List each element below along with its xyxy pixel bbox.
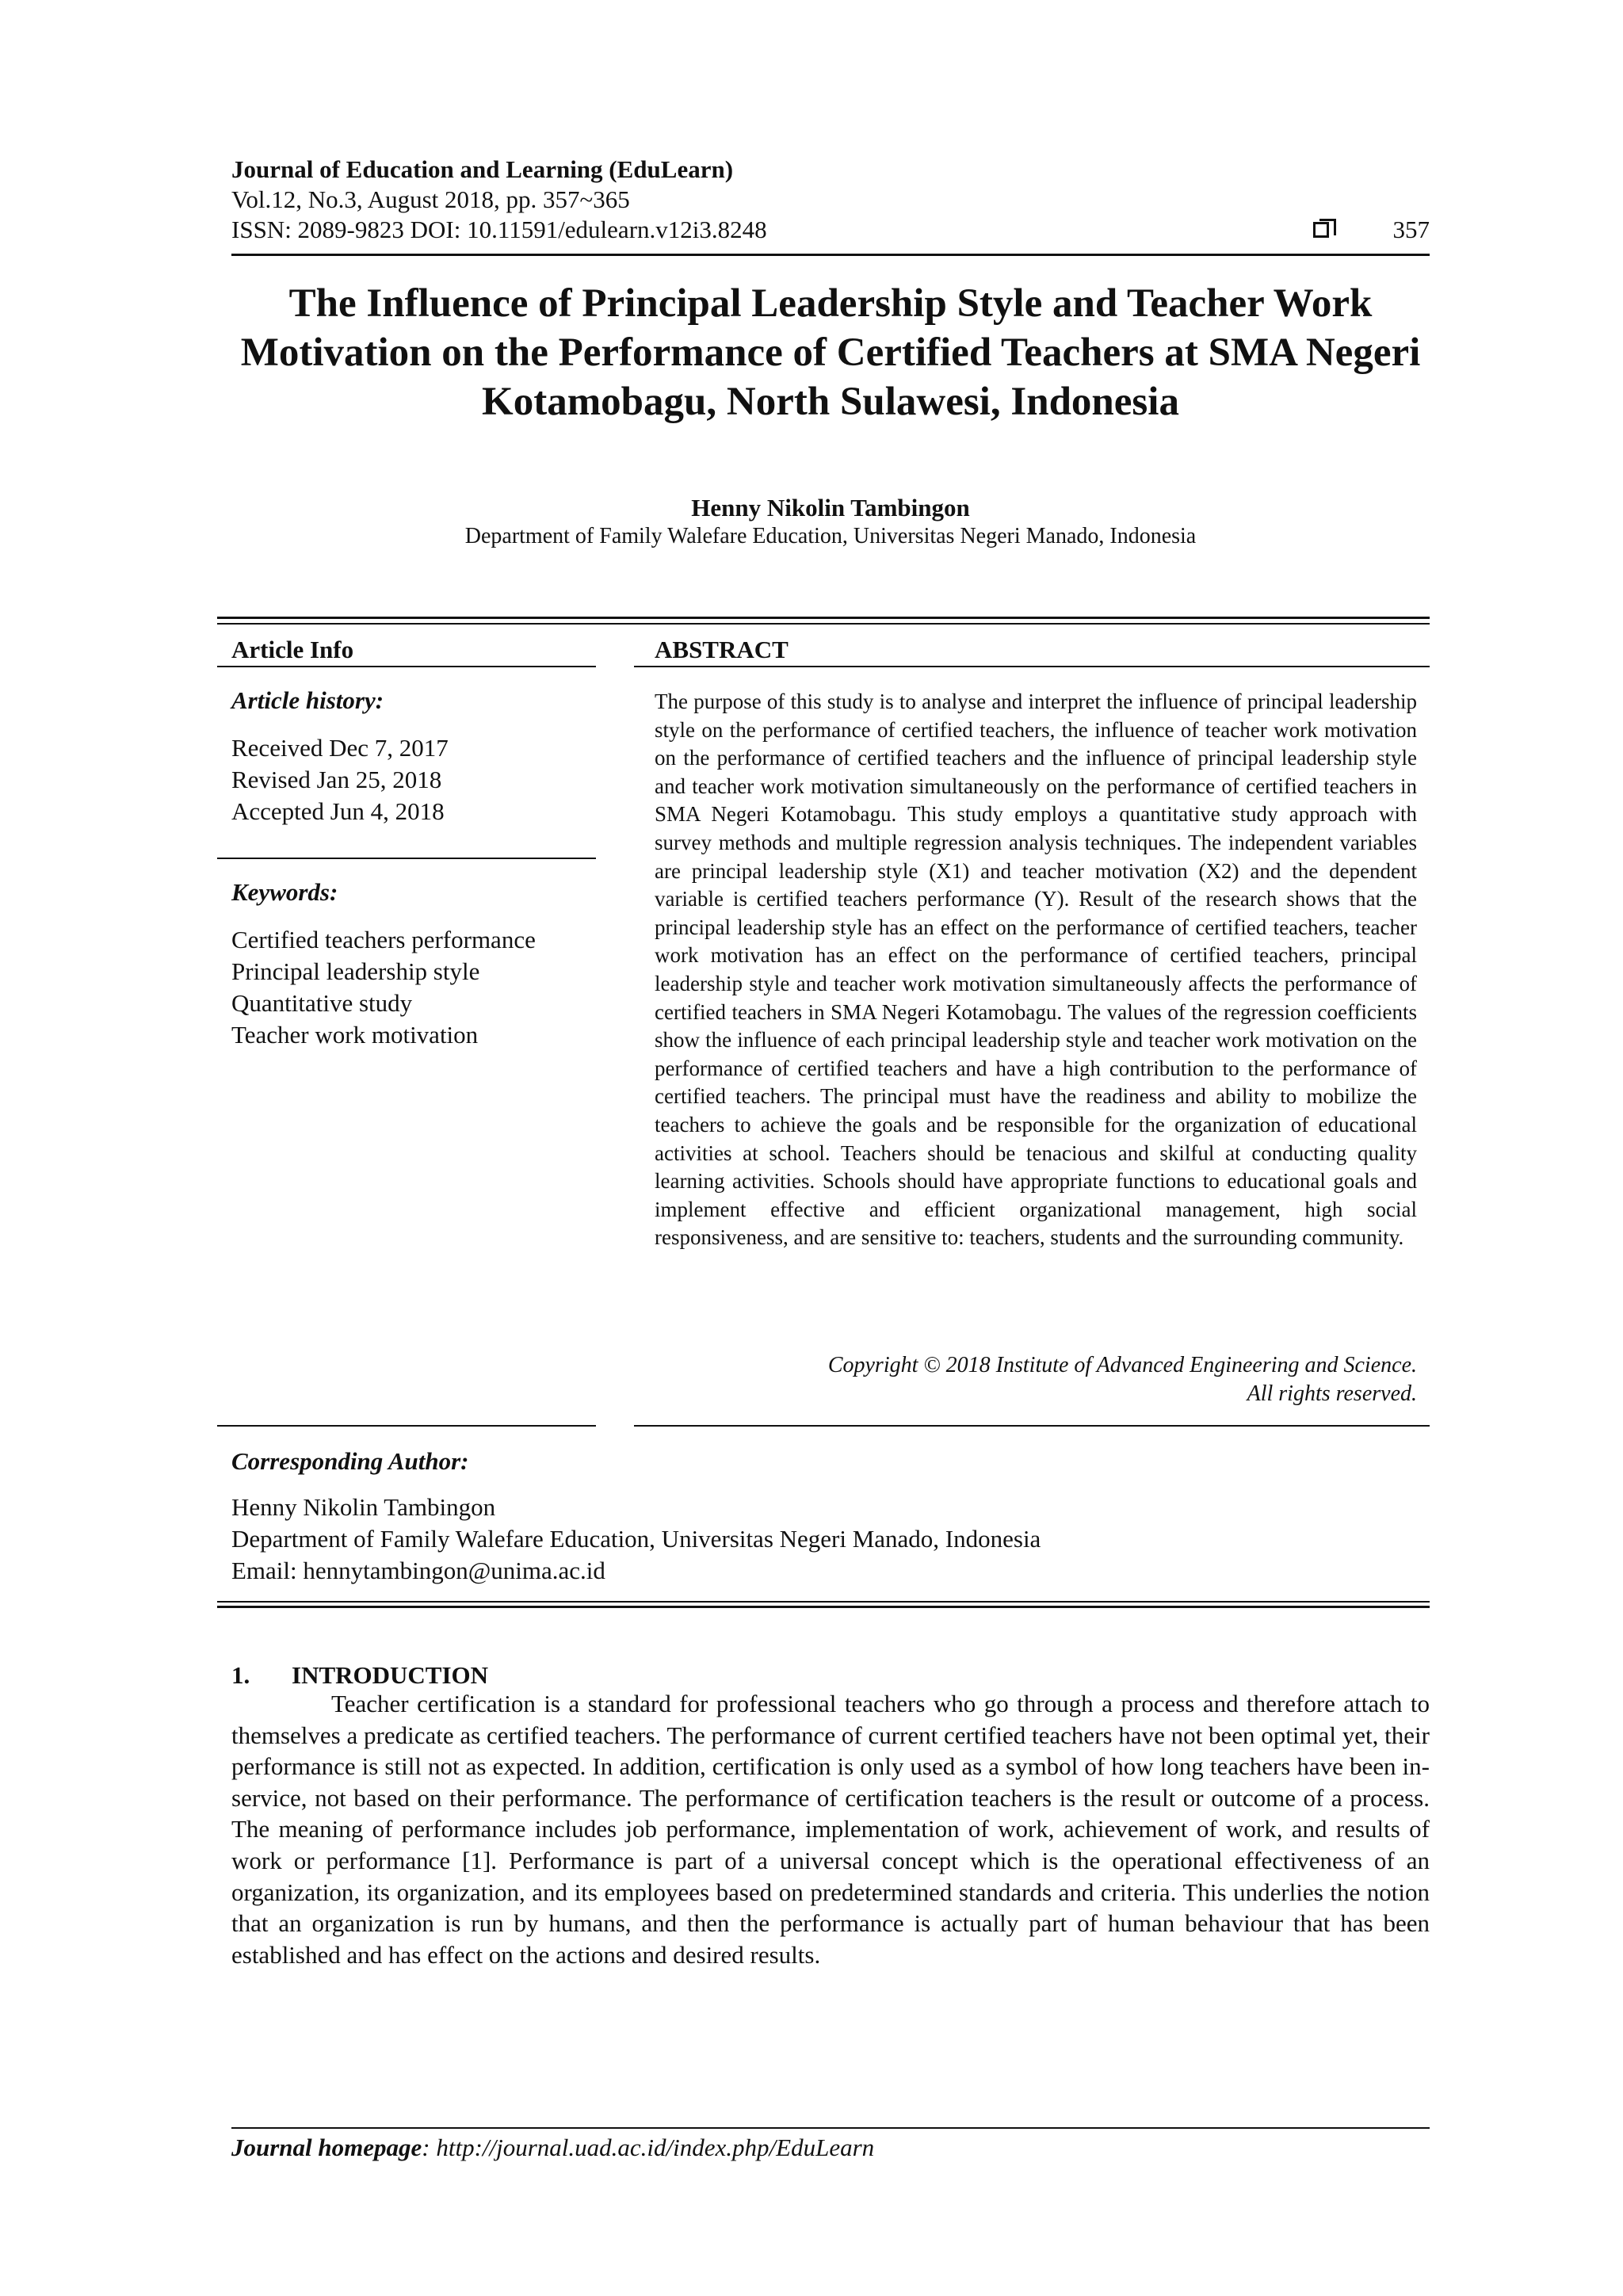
keyword-item: Teacher work motivation bbox=[231, 1021, 479, 1049]
introduction-heading bbox=[231, 1661, 488, 1690]
info-box-top-rule-thin bbox=[217, 623, 1430, 625]
keyword-item: Principal leadership style bbox=[231, 957, 480, 985]
author-name: Henny Nikolin Tambingon bbox=[691, 494, 970, 521]
journal-volume: Vol.12, No.3, August 2018, pp. 357~365 bbox=[231, 185, 630, 213]
corresponding-email: Email: hennytambingon@unima.ac.id bbox=[231, 1557, 605, 1584]
journal-homepage bbox=[231, 2134, 874, 2162]
keyword-item: Certified teachers performance bbox=[231, 926, 536, 953]
corresponding-author-label: Corresponding Author: bbox=[231, 1447, 469, 1475]
section-title: INTRODUCTION bbox=[292, 1661, 489, 1689]
header-rule bbox=[231, 254, 1430, 256]
abstract-heading: ABSTRACT bbox=[655, 636, 789, 663]
keywords-label: Keywords: bbox=[231, 878, 338, 906]
author-affiliation: Department of Family Walefare Education, Universitas Negeri Manado, Indonesia bbox=[464, 524, 1197, 548]
copyright-line: Copyright © 2018 Institute of Advanced Engineering and Science. bbox=[827, 1353, 1417, 1377]
article-info-heading: Article Info bbox=[231, 636, 354, 663]
homepage-url[interactable]: : http://journal.uad.ac.id/index.php/EduLearn bbox=[422, 2134, 875, 2161]
revised-date: Revised Jan 25, 2018 bbox=[231, 766, 442, 793]
article-info-heading-rule bbox=[217, 666, 596, 667]
page-box-icon bbox=[1313, 222, 1329, 238]
page-number: 357 bbox=[1392, 216, 1430, 243]
paper-title: The Influence of Principal Leadership Style and Teacher Work Motivation on the Performance of Certified Teachers at SMA Negeri Kotamobagu, North Sulawesi, Indonesia bbox=[240, 281, 1421, 424]
history-divider bbox=[217, 858, 596, 859]
article-history-label: Article history: bbox=[231, 686, 384, 714]
journal-issn-doi: ISSN: 2089-9823 DOI: 10.11591/edulearn.v12i3.8248 bbox=[231, 216, 767, 243]
homepage-label: Journal homepage bbox=[231, 2134, 422, 2161]
abstract-heading-rule bbox=[634, 666, 1430, 667]
introduction-paragraph: Teacher certification is a standard for professional teachers who go through a process and therefore attach to themselves a predicate as certified teachers. The performance of current certified teachers have not been optimal yet, their performance is still not as expected. In addition, certification is only used as a symbol of how long teachers have been in-service, not based on their performance. The performance of certification teachers is the result or outcome of a process. The meaning of performance includes job performance, implementation of work, achievement of work, and results of work or performance [1]. Performance is part of a universal concept which is the operational effectiveness of an organization, its organization, and its employees based on predetermined standards and criteria. This underlies the notion that an organization is run by humans, and then the performance is actually part of human behaviour that has been established and has effect on the actions and desired results. bbox=[231, 1690, 1430, 1969]
corresponding-name: Henny Nikolin Tambingon bbox=[231, 1493, 496, 1521]
abstract-bottom-rule bbox=[634, 1425, 1430, 1427]
section-number: 1. bbox=[231, 1661, 250, 1689]
keyword-item: Quantitative study bbox=[231, 989, 413, 1017]
abstract-text: The purpose of this study is to analyse and interpret the influence of principal leadership style on the performance of certified teachers, the influence of teacher work motivation on the performance of certified teachers and the influence of principal leadership style and teacher work motivation simultaneously on the performance of certified teachers in SMA Negeri Kotamobagu. This study employs a quantitative study approach with survey methods and multiple regression analysis techniques. The independent variables are principal leadership style (X1) and teacher motivation (X2) and the dependent variable is certified teachers performance (Y). Result of the research shows that the principal leadership style has an effect on the performance of certified teachers, teacher work motivation has an effect on the performance of certified teachers, principal leadership style and teacher work motivation simultaneously affects the performance of certified teachers in SMA Negeri Kotamobagu. The values of the regression coefficients show the influence of each principal leadership style and teacher work motivation on the performance of certified teachers and have a high contribution to the performance of certified teachers. The principal must have the readiness and ability to mobilize the teachers to achieve the goals and be responsible for the organization of educational activities at school. Teachers should be tenacious and skilful at conducting quality learning activities. Schools should have appropriate functions to educational goals and implement effective and efficient organizational management, high social responsiveness, and are sensitive to: teachers, students and the surrounding community. bbox=[655, 690, 1417, 1250]
info-column-bottom-rule bbox=[217, 1425, 596, 1427]
info-box-bottom-rule bbox=[217, 1606, 1430, 1608]
info-box-bottom-rule-thin bbox=[217, 1601, 1430, 1603]
copyright-notice bbox=[655, 1351, 1417, 1408]
corresponding-department: Department of Family Walefare Education, Universitas Negeri Manado, Indonesia bbox=[231, 1525, 1041, 1553]
received-date: Received Dec 7, 2017 bbox=[231, 734, 449, 762]
footer-rule bbox=[231, 2127, 1430, 2129]
info-box-top-rule bbox=[217, 617, 1430, 619]
rights-line: All rights reserved. bbox=[1247, 1381, 1417, 1406]
accepted-date: Accepted Jun 4, 2018 bbox=[231, 797, 445, 825]
journal-name: Journal of Education and Learning (EduLearn) bbox=[231, 155, 734, 183]
